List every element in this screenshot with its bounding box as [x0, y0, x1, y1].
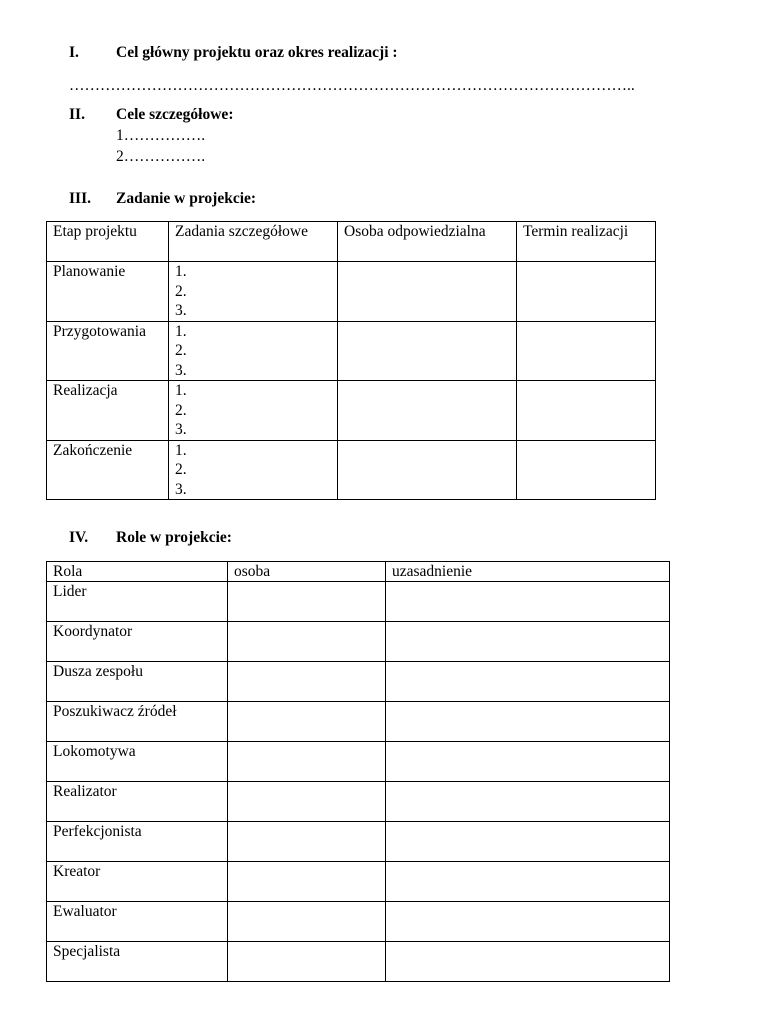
table-row — [47, 902, 670, 942]
table-row — [47, 582, 670, 622]
section-2-title: Cele szczegółowe: — [116, 106, 234, 123]
justification-cell[interactable] — [386, 902, 670, 942]
person-cell[interactable] — [228, 782, 386, 822]
responsible-cell[interactable] — [338, 440, 517, 500]
justification-cell[interactable] — [386, 822, 670, 862]
table-header-row — [47, 562, 670, 582]
tasks-cell — [169, 321, 338, 381]
person-cell[interactable] — [228, 702, 386, 742]
justification-cell[interactable] — [386, 582, 670, 622]
task-number: 1. — [175, 322, 187, 340]
person-cell[interactable] — [228, 742, 386, 782]
table-row — [47, 702, 670, 742]
justification-cell[interactable] — [386, 942, 670, 982]
task-number: 3. — [175, 480, 187, 498]
task-number: 1. — [175, 382, 187, 399]
task-number: 3. — [175, 421, 187, 438]
person-cell[interactable] — [228, 942, 386, 982]
tasks-cell — [169, 440, 338, 500]
section-4-number: IV. — [69, 529, 89, 546]
table-row — [47, 662, 670, 702]
person-cell[interactable] — [228, 902, 386, 942]
table-row — [47, 440, 656, 500]
header-tasks: Zadania szczegółowe — [169, 222, 338, 262]
role-cell: Specjalista — [47, 942, 228, 982]
stage-cell: Planowanie — [47, 262, 169, 322]
table-row — [47, 942, 670, 982]
role-cell: Lider — [47, 582, 228, 622]
task-number: 2. — [175, 461, 187, 478]
person-cell[interactable] — [228, 622, 386, 662]
section-4-title: Role w projekcie: — [116, 529, 232, 546]
table-header-row — [47, 222, 656, 262]
table-row — [47, 742, 670, 782]
role-cell: Dusza zespołu — [47, 662, 228, 702]
task-number: 1. — [175, 441, 187, 459]
header-person: osoba — [228, 562, 386, 582]
header-justification: uzasadnienie — [386, 562, 670, 582]
deadline-cell[interactable] — [517, 321, 656, 381]
table-row — [47, 321, 656, 381]
role-cell: Perfekcjonista — [47, 822, 228, 862]
section-3-title: Zadanie w projekcie: — [116, 190, 257, 207]
responsible-cell[interactable] — [338, 321, 517, 381]
header-stage: Etap projektu — [47, 222, 169, 262]
role-cell: Poszukiwacz źródeł — [47, 702, 228, 742]
stage-cell: Zakończenie — [47, 440, 169, 500]
justification-cell[interactable] — [386, 782, 670, 822]
tasks-cell — [169, 381, 338, 441]
goal-item-2: 2……………. — [116, 148, 206, 165]
section-2-number: II. — [69, 106, 85, 123]
justification-cell[interactable] — [386, 742, 670, 782]
deadline-cell[interactable] — [517, 440, 656, 500]
task-number: 3. — [175, 302, 187, 319]
project-tasks-table — [46, 221, 656, 500]
person-cell[interactable] — [228, 862, 386, 902]
goal-item-1: 1……………. — [116, 127, 206, 144]
project-roles-table — [46, 561, 670, 982]
table-row — [47, 622, 670, 662]
table-row — [47, 862, 670, 902]
section-1-number: I. — [69, 44, 79, 61]
deadline-cell[interactable] — [517, 262, 656, 322]
role-cell: Koordynator — [47, 622, 228, 662]
table-row — [47, 381, 656, 441]
person-cell[interactable] — [228, 822, 386, 862]
table-row — [47, 782, 670, 822]
role-cell: Kreator — [47, 862, 228, 902]
role-cell: Ewaluator — [47, 902, 228, 942]
tasks-cell — [169, 262, 338, 322]
section-3-number: III. — [69, 190, 91, 207]
justification-cell[interactable] — [386, 662, 670, 702]
table-row — [47, 262, 656, 322]
stage-cell: Przygotowania — [47, 321, 169, 381]
responsible-cell[interactable] — [338, 262, 517, 322]
justification-cell[interactable] — [386, 862, 670, 902]
justification-cell[interactable] — [386, 622, 670, 662]
table-row — [47, 822, 670, 862]
header-role: Rola — [47, 562, 228, 582]
task-number: 2. — [175, 282, 187, 300]
justification-cell[interactable] — [386, 702, 670, 742]
stage-cell: Realizacja — [47, 381, 169, 441]
task-number: 3. — [175, 361, 187, 379]
header-responsible: Osoba odpowiedzialna — [338, 222, 517, 262]
task-number: 1. — [175, 263, 187, 280]
role-cell: Lokomotywa — [47, 742, 228, 782]
task-number: 2. — [175, 342, 187, 359]
task-number: 2. — [175, 401, 187, 419]
section-1-title: Cel główny projektu oraz okres realizacji : — [116, 44, 398, 61]
role-cell: Realizator — [47, 782, 228, 822]
deadline-cell[interactable] — [517, 381, 656, 441]
person-cell[interactable] — [228, 582, 386, 622]
section-1-dotted-line: ……………………………………………………………………………………………….. — [69, 77, 635, 94]
header-deadline: Termin realizacji — [517, 222, 656, 262]
person-cell[interactable] — [228, 662, 386, 702]
responsible-cell[interactable] — [338, 381, 517, 441]
